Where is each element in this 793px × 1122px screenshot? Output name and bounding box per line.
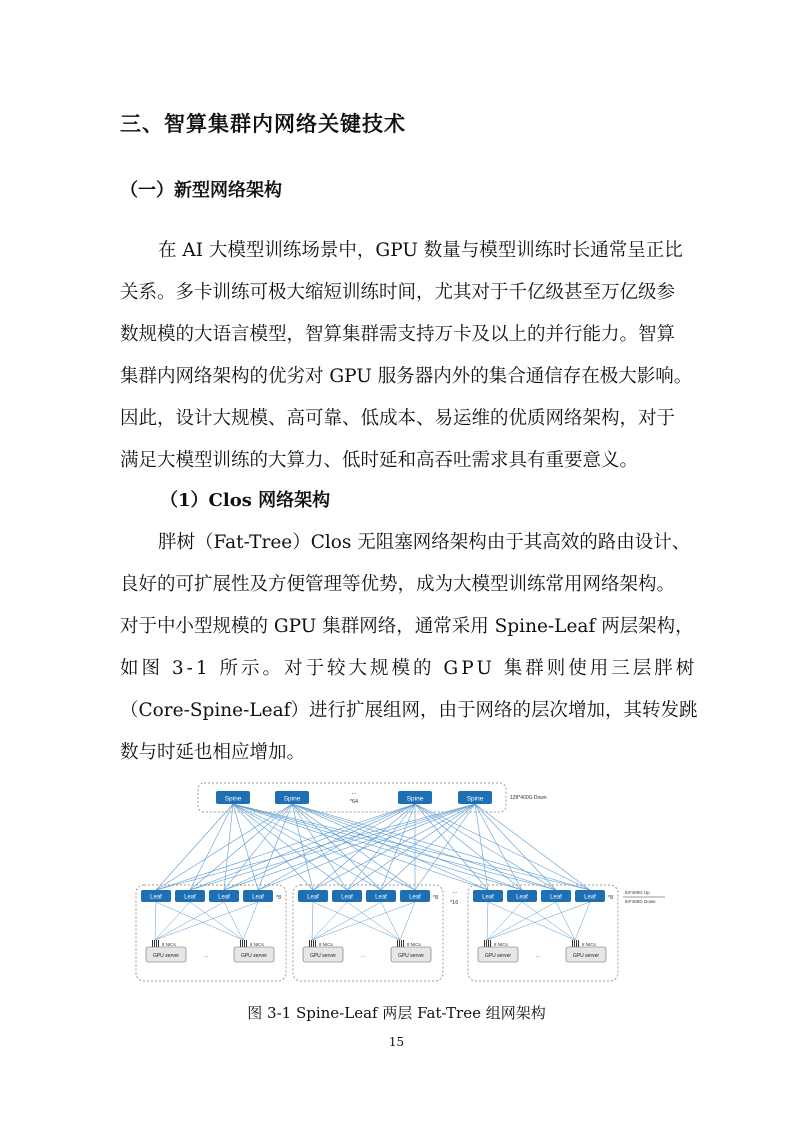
gpu-server (146, 940, 186, 962)
server-leaf-link (556, 902, 575, 940)
spine-down-label: 128*400G Down (510, 795, 547, 801)
leaf-up-label: 64*400G Up (625, 890, 650, 895)
spine-leaf-link (233, 804, 522, 890)
leaf-switch (298, 890, 328, 902)
server-leaf-link (487, 902, 522, 940)
server-leaf-link (312, 902, 415, 940)
leaf-switch (141, 890, 171, 902)
server-leaf-link (313, 902, 400, 940)
server-leaf-link (155, 902, 258, 940)
spine-leaf-link (475, 804, 522, 890)
svg-text:Spine: Spine (224, 795, 242, 803)
leaf-mult: *8 (608, 895, 614, 901)
svg-text:Leaf: Leaf (550, 894, 562, 901)
spine-leaf-link (233, 804, 258, 890)
leaf-switch (175, 890, 205, 902)
gpu-server (566, 940, 606, 962)
paragraph-line: （Core-Spine-Leaf）进行扩展组网，由于网络的层次增加，其转发跳 (120, 700, 698, 721)
svg-text:Leaf: Leaf (218, 894, 230, 901)
svg-text:8 NICs: 8 NICs (494, 942, 508, 947)
svg-text:Spine: Spine (466, 795, 484, 803)
svg-text:8 NICs: 8 NICs (582, 942, 596, 947)
server-leaf-link (243, 902, 258, 940)
svg-text:Leaf: Leaf (584, 894, 596, 901)
leaf-switch (541, 890, 571, 902)
server-leaf-link (487, 902, 488, 940)
paragraph-line: 数与时延也相应增加。 (120, 742, 306, 763)
paragraph-line: 如图 3-1 所示。对于较大规模的 GPU 集群则使用三层胖树 (120, 658, 698, 679)
spine-count: *64 (349, 799, 359, 805)
server-leaf-link (522, 902, 575, 940)
server-leaf-link (312, 902, 347, 940)
leaf-switch (473, 890, 503, 902)
spine-leaf-link (224, 804, 475, 890)
group-count: *16 (450, 900, 459, 906)
server-leaf-link (224, 902, 243, 940)
gpu-server (478, 940, 518, 962)
server-leaf-link (487, 902, 556, 940)
svg-text:Leaf: Leaf (341, 894, 353, 901)
svg-text:Leaf: Leaf (307, 894, 319, 901)
paragraph-line: 满足大模型训练的大算力、低时延和高吞吐需求具有重要意义。 (120, 450, 639, 471)
leaf-down-label: 64*400G Down (625, 899, 656, 904)
paragraph-line: 良好的可扩展性及方便管理等优势，成为大模型训练常用网络架构。 (120, 574, 676, 595)
leaf-group (468, 885, 618, 981)
spine-leaf-link (233, 804, 488, 890)
spine-leaf-link (190, 804, 233, 890)
leaf-switch (400, 890, 430, 902)
svg-text:8 NICs: 8 NICs (319, 942, 333, 947)
gpu-server (391, 940, 431, 962)
leaf-mult: *8 (276, 895, 282, 901)
section-title: 三、智算集群内网络关键技术 (120, 112, 406, 136)
svg-text:8 NICs: 8 NICs (250, 942, 264, 947)
leaf-switch (366, 890, 396, 902)
spine-leaf-link (415, 804, 522, 890)
spine-leaf-link (475, 804, 590, 890)
svg-text:8 NICs: 8 NICs (162, 942, 176, 947)
spine-leaf-link (156, 804, 475, 890)
spine-leaf-link (292, 804, 347, 890)
spine-leaf-link (233, 804, 381, 890)
svg-text:GPU server: GPU server (572, 953, 600, 959)
spine-leaf-link (292, 804, 415, 890)
server-dots: ... (204, 953, 209, 959)
svg-text:GPU server: GPU server (309, 953, 337, 959)
server-leaf-link (156, 902, 243, 940)
svg-text:GPU server: GPU server (397, 953, 425, 959)
gpu-server (234, 940, 274, 962)
svg-text:Leaf: Leaf (409, 894, 421, 901)
figure-caption: 图 3-1 Spine-Leaf 两层 Fat-Tree 组网架构 (247, 1004, 546, 1022)
svg-text:Leaf: Leaf (516, 894, 528, 901)
svg-text:Spine: Spine (406, 795, 424, 803)
server-leaf-link (155, 902, 156, 940)
leaf-group (293, 885, 443, 981)
spine-switch (458, 791, 492, 804)
leaf-switch (243, 890, 273, 902)
server-leaf-link (488, 902, 575, 940)
spine-switch (216, 791, 250, 804)
spine-leaf-link (233, 804, 590, 890)
paragraph-line: 关系。多卡训练可极大缩短训练时间，尤其对于千亿级甚至万亿级参 (120, 282, 676, 303)
paragraph-line: 因此，设计大规模、高可靠、低成本、易运维的优质网络架构，对于 (120, 408, 676, 429)
paragraph-line: 数规模的大语言模型，智算集群需支持万卡及以上的并行能力。智算 (120, 324, 676, 345)
paragraph-line: 在 AI 大模型训练场景中，GPU 数量与模型训练时长通常呈正比 (158, 240, 683, 261)
spine-leaf-link (233, 804, 313, 890)
subsection-title: （一）新型网络架构 (120, 180, 282, 201)
svg-text:Spine: Spine (283, 795, 301, 803)
leaf-switch (507, 890, 537, 902)
leaf-switch (209, 890, 239, 902)
spine-switch (275, 791, 309, 804)
paragraph-line: 胖树（Fat-Tree）Clos 无阻塞网络架构由于其高效的路由设计、 (158, 532, 691, 553)
server-leaf-link (312, 902, 381, 940)
spine-switch (398, 791, 432, 804)
spine-leaf-link (415, 804, 556, 890)
server-dots: ... (361, 953, 366, 959)
server-leaf-link (347, 902, 400, 940)
svg-text:Leaf: Leaf (150, 894, 162, 901)
svg-text:GPU server: GPU server (240, 953, 268, 959)
svg-text:GPU server: GPU server (152, 953, 180, 959)
server-dots: ... (536, 953, 541, 959)
server-leaf-link (190, 902, 243, 940)
leaf-group (136, 885, 286, 981)
server-leaf-link (155, 902, 224, 940)
server-leaf-link (312, 902, 313, 940)
spine-leaf-link (233, 804, 415, 890)
leaf-switch (332, 890, 362, 902)
svg-text:Leaf: Leaf (184, 894, 196, 901)
paragraph-line: 集群内网络架构的优劣对 GPU 服务器内外的集合通信存在极大影响。 (120, 366, 693, 387)
gpu-server (303, 940, 343, 962)
spine-dots: ... (351, 790, 357, 796)
svg-text:8 NICs: 8 NICs (407, 942, 421, 947)
leaf-mult: *8 (433, 895, 439, 901)
spine-leaf-diagram (130, 780, 670, 985)
spine-leaf-link (313, 804, 415, 890)
svg-text:Leaf: Leaf (252, 894, 264, 901)
server-leaf-link (381, 902, 400, 940)
server-leaf-link (400, 902, 415, 940)
paragraph-line: 对于中小型规模的 GPU 集群网络，通常采用 Spine-Leaf 两层架构， (120, 616, 694, 637)
server-leaf-link (155, 902, 190, 940)
server-leaf-link (487, 902, 590, 940)
spine-leaf-link (224, 804, 233, 890)
subsubsection-title: （1）Clos 网络架构 (160, 490, 331, 511)
svg-text:Leaf: Leaf (375, 894, 387, 901)
links (156, 804, 590, 890)
page-number: 15 (388, 1035, 405, 1049)
leaf-switch (575, 890, 605, 902)
svg-text:GPU server: GPU server (484, 953, 512, 959)
spine-leaf-link (292, 804, 488, 890)
spine-leaf-link (292, 804, 313, 890)
svg-text:Leaf: Leaf (482, 894, 494, 901)
group-dots: ... (452, 889, 458, 895)
server-leaf-link (575, 902, 590, 940)
